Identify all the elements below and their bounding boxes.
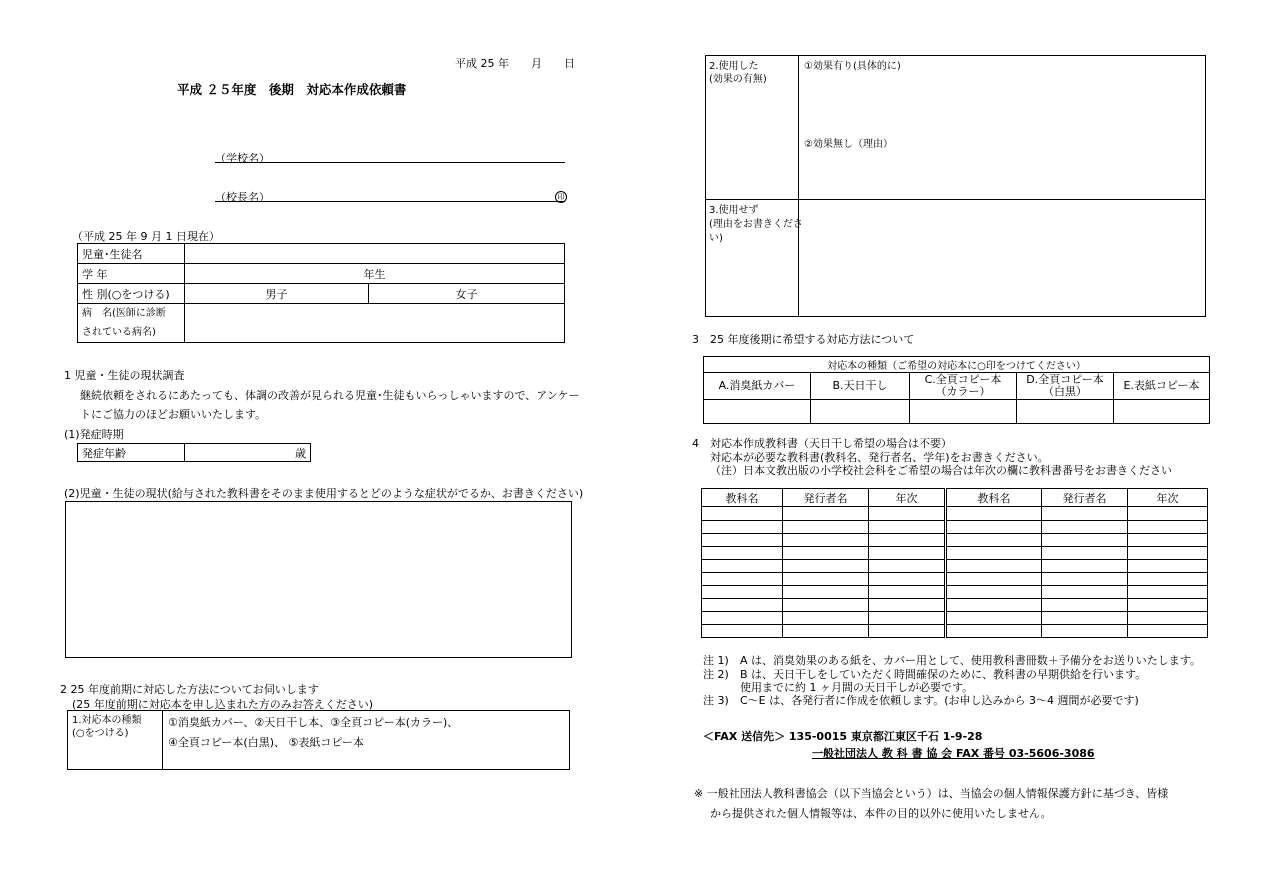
textbook-table <box>701 488 1208 638</box>
textbook-cell-subject-1[interactable] <box>702 507 783 520</box>
textbook-cell-subject-2[interactable] <box>946 611 1042 624</box>
textbook-cell-grade-1[interactable] <box>869 559 946 572</box>
textbook-cell-grade-1[interactable] <box>869 624 946 637</box>
textbook-cell-grade-1[interactable] <box>869 507 946 520</box>
notused-label-1: 3.使用せず <box>709 205 759 216</box>
textbook-cell-publisher-2[interactable] <box>1042 611 1128 624</box>
notused-label-2: (理由をお書きくださ <box>709 219 803 230</box>
textbook-cell-publisher-2[interactable] <box>1042 546 1128 559</box>
textbook-cell-publisher-1[interactable] <box>783 507 869 520</box>
note2-text-2: 使用までに約 1 ヶ月間の天日干しが必要です。 <box>740 681 974 694</box>
school-name-label: （学校名） <box>215 152 270 165</box>
note3-label: 注 3) <box>703 694 729 707</box>
textbook-cell-subject-1[interactable] <box>702 559 783 572</box>
seal-icon: 印 <box>555 191 567 203</box>
disease-label <box>78 304 185 343</box>
effect-yes-label: ①効果有り(具体的に) <box>804 61 901 72</box>
textbook-cell-publisher-2[interactable] <box>1042 598 1128 611</box>
textbook-cell-grade-2[interactable] <box>1128 507 1208 520</box>
type-options-1[interactable]: ①消臭紙カバー、②天日干し本、③全頁コピー本(カラー)、 <box>168 716 459 729</box>
used-label-1: 2.使用した <box>709 61 759 72</box>
note2-label: 注 2) <box>703 668 729 681</box>
usage-row-divider <box>705 199 1206 200</box>
textbook-cell-subject-1[interactable] <box>702 624 783 637</box>
effect-no-label: ②効果無し（理由） <box>804 139 893 150</box>
textbook-cell-subject-1[interactable] <box>702 585 783 598</box>
usage-box <box>705 55 1206 317</box>
method-col-d-line2: （白黒） <box>1043 385 1087 398</box>
textbook-cell-subject-2[interactable] <box>946 520 1042 533</box>
method-select-d[interactable] <box>1017 400 1114 424</box>
textbook-header-grade-2: 年次 <box>1128 489 1208 507</box>
disease-label-line1: 病 名(医師に診断 <box>82 308 166 319</box>
method-col-a-line1: A.消臭紙カバー <box>718 379 796 392</box>
disease-field[interactable] <box>185 304 565 343</box>
textbook-cell-publisher-1[interactable] <box>783 559 869 572</box>
textbook-cell-grade-2[interactable] <box>1128 572 1208 585</box>
textbook-cell-grade-1[interactable] <box>869 598 946 611</box>
textbook-row <box>702 559 1208 572</box>
textbook-cell-publisher-1[interactable] <box>783 572 869 585</box>
textbook-header-publisher-2: 発行者名 <box>1042 489 1128 507</box>
onset-label: 発症年齢 <box>78 444 185 462</box>
textbook-row <box>702 624 1208 637</box>
note1-label: 注 1) <box>703 654 729 667</box>
privacy-line-2: から提供された個人情報等は、本件の目的以外に使用いたしません。 <box>710 807 1052 820</box>
onset-table <box>77 443 311 462</box>
method-select-a[interactable] <box>704 400 811 424</box>
section2-heading: 2 25 年度前期に対応した方法についてお伺いします <box>60 683 319 696</box>
section2-note: (25 年度前期に対応本を申し込まれた方のみお答えください) <box>72 698 374 711</box>
note1-text: A は、消臭効果のある紙を、カバー用として、使用教科書冊数＋予備分をお送りいたします。 <box>740 654 1201 667</box>
textbook-cell-subject-1[interactable] <box>702 520 783 533</box>
note3-text: C～E は、各発行者に作成を依頼します。(お申し込みから 3～4 週間が必要です) <box>740 694 1139 707</box>
note2-text: B は、天日干しをしていただく時間確保のために、教科書の早期供給を行います。 <box>740 668 1147 681</box>
textbook-cell-publisher-1[interactable] <box>783 598 869 611</box>
fax-line-2: 一般社団法人 教 科 書 協 会 FAX 番号 03-5606-3086 <box>812 747 1095 760</box>
method-col-c-line2: （カラー） <box>935 385 991 398</box>
textbook-cell-grade-2[interactable] <box>1128 585 1208 598</box>
textbook-row <box>702 507 1208 520</box>
textbook-cell-grade-1[interactable] <box>869 611 946 624</box>
disease-label-line2: されている病名) <box>82 327 156 338</box>
textbook-cell-grade-1[interactable] <box>869 546 946 559</box>
method-col-c <box>910 373 1017 400</box>
notused-label-3: い) <box>709 233 723 244</box>
textbook-cell-publisher-1[interactable] <box>783 611 869 624</box>
sex-label: 性 別(○をつける) <box>78 284 185 304</box>
textbook-header-publisher-1: 発行者名 <box>783 489 869 507</box>
section3-heading: 3 25 年度後期に希望する対応方法について <box>692 333 915 346</box>
textbook-cell-grade-2[interactable] <box>1128 533 1208 546</box>
textbook-cell-subject-1[interactable] <box>702 572 783 585</box>
textbook-cell-grade-1[interactable] <box>869 572 946 585</box>
textbook-cell-subject-1[interactable] <box>702 611 783 624</box>
sex-male-option[interactable]: 男子 <box>185 284 369 304</box>
textbook-cell-publisher-1[interactable] <box>783 585 869 598</box>
textbook-cell-publisher-1[interactable] <box>783 520 869 533</box>
student-name-field[interactable] <box>185 244 565 264</box>
principal-name-field[interactable] <box>215 201 565 202</box>
textbook-cell-grade-1[interactable] <box>869 520 946 533</box>
type-label-1: 1.対応本の種類 <box>72 715 142 726</box>
date-line: 平成 25 年 月 日 <box>455 57 575 70</box>
section4-line-1: 対応本が必要な教科書(教科名、発行者名、学年)をお書きください。 <box>710 451 1049 464</box>
type-label-2: (○をつける) <box>72 728 129 739</box>
onset-heading: (1)発症時期 <box>64 428 124 441</box>
method-col-e-line1: E.表紙コピー本 <box>1123 379 1200 392</box>
as-of-date: （平成 25 年 9 月 1 日現在） <box>72 230 220 243</box>
textbook-cell-subject-2[interactable] <box>946 598 1042 611</box>
method-col-a <box>704 373 811 400</box>
textbook-cell-subject-2[interactable] <box>946 624 1042 637</box>
type-box-divider <box>162 710 163 770</box>
textbook-cell-grade-1[interactable] <box>869 585 946 598</box>
section1-text-2: トにご協力のほどお願いいたします。 <box>80 408 267 421</box>
page-title: 平成 ２５年度 後期 対応本作成依頼書 <box>177 82 407 97</box>
textbook-row <box>702 520 1208 533</box>
textbook-row <box>702 585 1208 598</box>
textbook-cell-publisher-2[interactable] <box>1042 585 1128 598</box>
used-label-2: (効果の有無) <box>709 74 767 85</box>
method-col-d <box>1017 373 1114 400</box>
textbook-cell-publisher-2[interactable] <box>1042 533 1128 546</box>
textbook-header-subject-1: 教科名 <box>702 489 783 507</box>
textbook-cell-subject-2[interactable] <box>946 533 1042 546</box>
type-options-2[interactable]: ④全頁コピー本(白黒)、 ⑤表紙コピー本 <box>168 736 364 749</box>
method-col-b <box>811 373 910 400</box>
grade-field[interactable]: 年生 <box>185 264 565 284</box>
method-select-b[interactable] <box>811 400 910 424</box>
textbook-cell-subject-1[interactable] <box>702 533 783 546</box>
textbook-header-grade-1: 年次 <box>869 489 946 507</box>
textbook-row <box>702 572 1208 585</box>
textbook-cell-subject-1[interactable] <box>702 546 783 559</box>
textbook-row <box>702 533 1208 546</box>
textbook-cell-subject-2[interactable] <box>946 572 1042 585</box>
textbook-cell-publisher-1[interactable] <box>783 546 869 559</box>
textbook-cell-publisher-2[interactable] <box>1042 559 1128 572</box>
student-name-label: 児童･生徒名 <box>78 244 185 264</box>
method-col-e <box>1114 373 1210 400</box>
method-col-d-line1: D.全頁コピー本 <box>1026 373 1104 386</box>
school-name-field[interactable] <box>215 162 565 163</box>
section4-line-2: （注）日本文教出版の小学校社会科をご希望の場合は年次の欄に教科書番号をお書きください <box>710 464 1172 477</box>
method-col-c-line1: C.全頁コピー本 <box>924 373 1002 386</box>
textbook-cell-subject-2[interactable] <box>946 507 1042 520</box>
section1-text-1: 継続依頼をされるにあたっても、体調の改善が見られる児童･生徒もいらっしゃいますので、アンケー <box>80 389 580 402</box>
student-info-table <box>77 243 565 343</box>
method-table-title: 対応本の種類（ご希望の対応本に○印をつけてください） <box>704 357 1210 373</box>
method-select-e[interactable] <box>1114 400 1210 424</box>
current-heading: (2)児童・生徒の現状(給与された教科書をそのまま使用するとどのような症状がでるか、お書きください) <box>64 487 584 500</box>
grade-label: 学 年 <box>78 264 185 284</box>
textbook-cell-publisher-1[interactable] <box>783 533 869 546</box>
textbook-row <box>702 598 1208 611</box>
textbook-cell-subject-1[interactable] <box>702 598 783 611</box>
textbook-cell-publisher-1[interactable] <box>783 624 869 637</box>
textbook-rows <box>702 507 1208 638</box>
section1-heading: 1 児童・生徒の現状調査 <box>64 369 185 382</box>
textbook-cell-grade-2[interactable] <box>1128 624 1208 637</box>
textbook-header-subject-2: 教科名 <box>946 489 1042 507</box>
fax-line-1: ＜FAX 送信先＞ 135-0015 東京都江東区千石 1-9-28 <box>703 730 983 743</box>
textbook-cell-grade-2[interactable] <box>1128 559 1208 572</box>
onset-age-field[interactable]: 歳 <box>185 444 311 462</box>
textbook-cell-grade-2[interactable] <box>1128 546 1208 559</box>
privacy-line-1: ※ 一般社団法人教科書協会（以下当協会という）は、当協会の個人情報保護方針に基づき、皆様 <box>694 787 1169 800</box>
textbook-cell-subject-2[interactable] <box>946 585 1042 598</box>
principal-name-label: （校長名） <box>215 191 270 204</box>
textbook-row <box>702 546 1208 559</box>
current-state-field[interactable] <box>65 501 572 658</box>
textbook-cell-grade-2[interactable] <box>1128 520 1208 533</box>
textbook-cell-subject-2[interactable] <box>946 546 1042 559</box>
textbook-cell-subject-2[interactable] <box>946 559 1042 572</box>
sex-female-option[interactable]: 女子 <box>369 284 565 304</box>
textbook-cell-publisher-2[interactable] <box>1042 507 1128 520</box>
textbook-cell-publisher-2[interactable] <box>1042 624 1128 637</box>
method-col-b-line1: B.天日干し <box>832 379 888 392</box>
section4-heading: 4 対応本作成教科書（天日干し希望の場合は不要） <box>692 437 952 450</box>
seal-mark <box>555 189 567 203</box>
textbook-cell-publisher-2[interactable] <box>1042 520 1128 533</box>
textbook-cell-publisher-2[interactable] <box>1042 572 1128 585</box>
method-select-c[interactable] <box>910 400 1017 424</box>
textbook-cell-grade-1[interactable] <box>869 533 946 546</box>
textbook-cell-grade-2[interactable] <box>1128 598 1208 611</box>
usage-divider <box>798 55 799 317</box>
textbook-cell-grade-2[interactable] <box>1128 611 1208 624</box>
method-table <box>703 356 1210 424</box>
textbook-row <box>702 611 1208 624</box>
